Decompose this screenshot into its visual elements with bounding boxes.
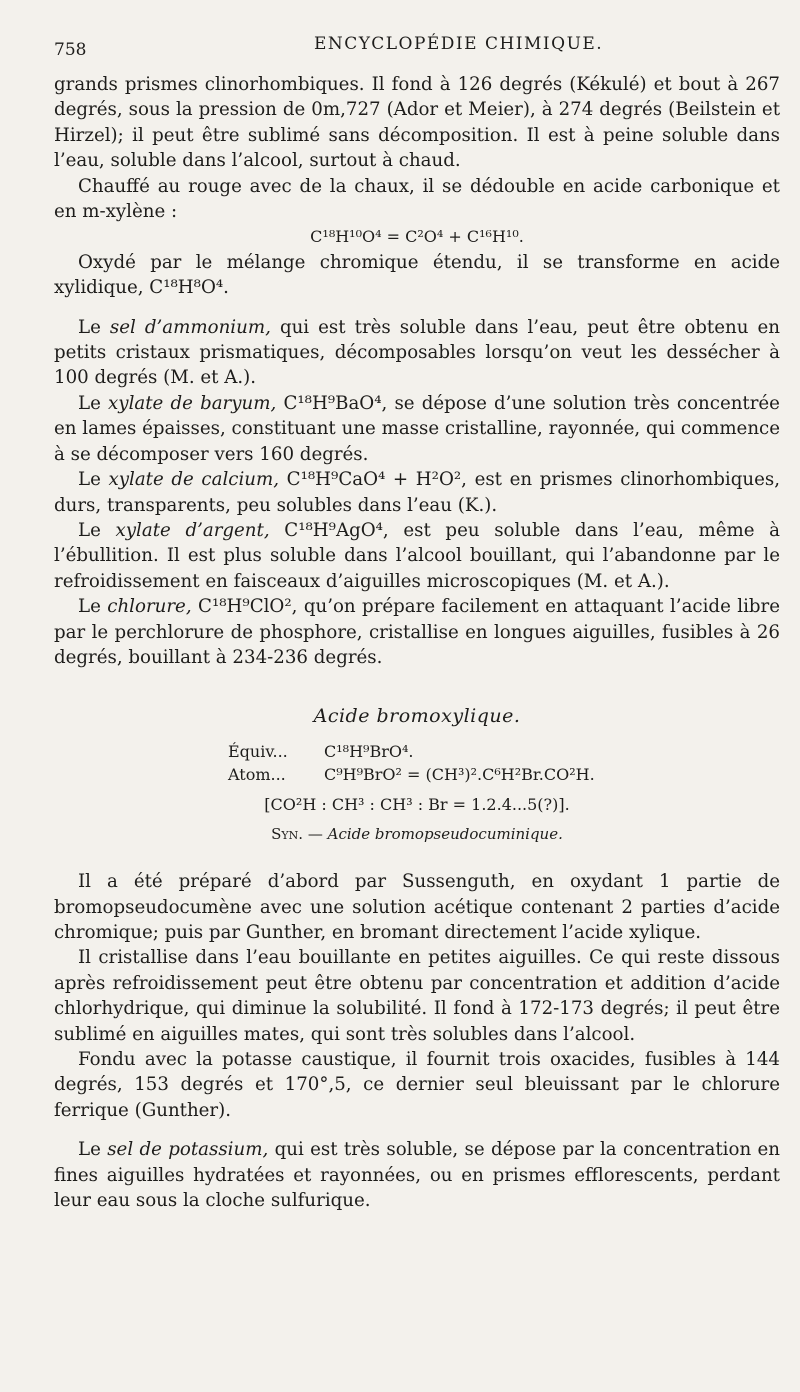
term-sel-potassium: sel de potassium, — [107, 1139, 269, 1161]
paragraph-xylate-argent: Le xylate d’argent, C¹⁸H⁹AgO⁴, est peu soluble dans l’eau, même à l’ébullition. Il est plus soluble dans l’alcool bouillant, qui l’abandonne par le refroidissement en faisceaux d’aiguilles microscopiques (M. et A.). — [54, 519, 780, 592]
paragraph-chlorure: Le chlorure, C¹⁸H⁹ClO², qu’on prépare facilement en attaquant l’acide libre par le perchlorure de phosphore, cristallise en longues aiguilles, fusibles à 26 degrés, bouillant à 234-236 degrés. — [54, 596, 780, 668]
formula-equiv — [228, 740, 780, 763]
position-formula: [CO²H : CH³ : CH³ : Br = 1.2.4...5(?)]. — [264, 794, 570, 814]
page-header — [54, 32, 776, 62]
formula-atom — [228, 763, 780, 786]
paragraph-oxydation: Oxydé par le mélange chromique étendu, il se transforme en acide xylidique, C¹⁸H⁸O⁴. — [54, 251, 780, 299]
paragraph-xylate-calcium: Le xylate de calcium, C¹⁸H⁹CaO⁴ + H²O², est en prismes clinorhombiques, durs, transparents, peu solubles dans l’eau (K.). — [54, 469, 780, 516]
term-chlorure: chlorure, — [107, 596, 192, 618]
term-xylate-calcium: xylate de calcium, — [108, 469, 280, 491]
paragraph-potasse: Fondu avec la potasse caustique, il fournit trois oxacides, fusibles à 144 degrés, 153 degrés et 170°,5, ce dernier seul bleuissant par le chlorure ferrique (Gunther). — [54, 1049, 780, 1121]
term-xylate-argent: xylate d’argent, — [115, 519, 270, 541]
paragraph-chaux: Chauffé au rouge avec de la chaux, il se dédouble en acide carbonique et en m-xylène : — [54, 175, 780, 223]
syn-dash: — — [307, 824, 323, 843]
paragraph-xylate-baryum: Le xylate de baryum, C¹⁸H⁹BaO⁴, se dépose d’une solution très concentrée en lames épaisses, constituant une masse cristalline, rayonnée, qui commence à se décomposer vers 160 degrés. — [54, 392, 780, 465]
equiv-label: Équiv... — [228, 741, 288, 761]
running-title: ENCYCLOPÉDIE CHIMIQUE. — [314, 34, 604, 54]
section-heading: Acide bromoxylique. — [313, 705, 521, 728]
paragraph-sel-potassium: Le sel de potassium, qui est très soluble, se dépose par la concentration en fines aiguilles hydratées et rayonnées, ou en prismes efflorescents, perdant leur eau sous la cloche sulfurique. — [54, 1139, 780, 1212]
syn-value: Acide bromopseudocuminique. — [327, 824, 563, 843]
page-number: 758 — [54, 40, 87, 60]
synonym-line — [54, 822, 780, 847]
formula-decomposition: C¹⁸H¹⁰O⁴ = C²O⁴ + C¹⁶H¹⁰. — [310, 227, 524, 247]
atom-label: Atom... — [228, 764, 286, 784]
paragraph-cristallisation: Il cristallise dans l’eau bouillante en petites aiguilles. Ce qui reste dissous après refroidissement peut être obtenu par concentration et addition d’acide chlorhydrique, qui diminue la solubilité. Il fond à 172-173 degrés; il peut être sublimé en aiguilles mates, qui sont très solubles dans l’alcool. — [54, 947, 780, 1045]
paragraph-continuation: grands prismes clinorhombiques. Il fond à 126 degrés (Kékulé) et bout à 267 degrés, sous la pression de 0m,727 (Ador et Meier), à 274 degrés (Beilstein et Hirzel); il peut être sublimé sans décomposition. Il est à peine soluble dans l’eau, soluble dans l’alcool, surtout à chaud. — [54, 74, 780, 172]
atom-value: C⁹H⁹BrO² = (CH³)².C⁶H²Br.CO²H. — [324, 764, 595, 784]
syn-label: Syn. — [271, 824, 304, 843]
page-body — [54, 72, 780, 1213]
term-xylate-baryum: xylate de baryum, — [108, 392, 277, 414]
paragraph-preparation: Il a été préparé d’abord par Sussenguth, en oxydant 1 partie de bromopseudocumène avec une solution acétique contenant 2 parties d’acide chromique; puis par Gunther, en bromant directement l’acide xylique. — [54, 871, 780, 943]
term-sel-ammonium: sel d’ammonium, — [109, 316, 271, 338]
equiv-value: C¹⁸H⁹BrO⁴. — [324, 741, 414, 761]
paragraph-sel-ammonium: Le sel d’ammonium, qui est très soluble dans l’eau, peut être obtenu en petits cristaux prismatiques, décomposables lorsqu’on veut les dessécher à 100 degrés (M. et A.). — [54, 316, 780, 389]
